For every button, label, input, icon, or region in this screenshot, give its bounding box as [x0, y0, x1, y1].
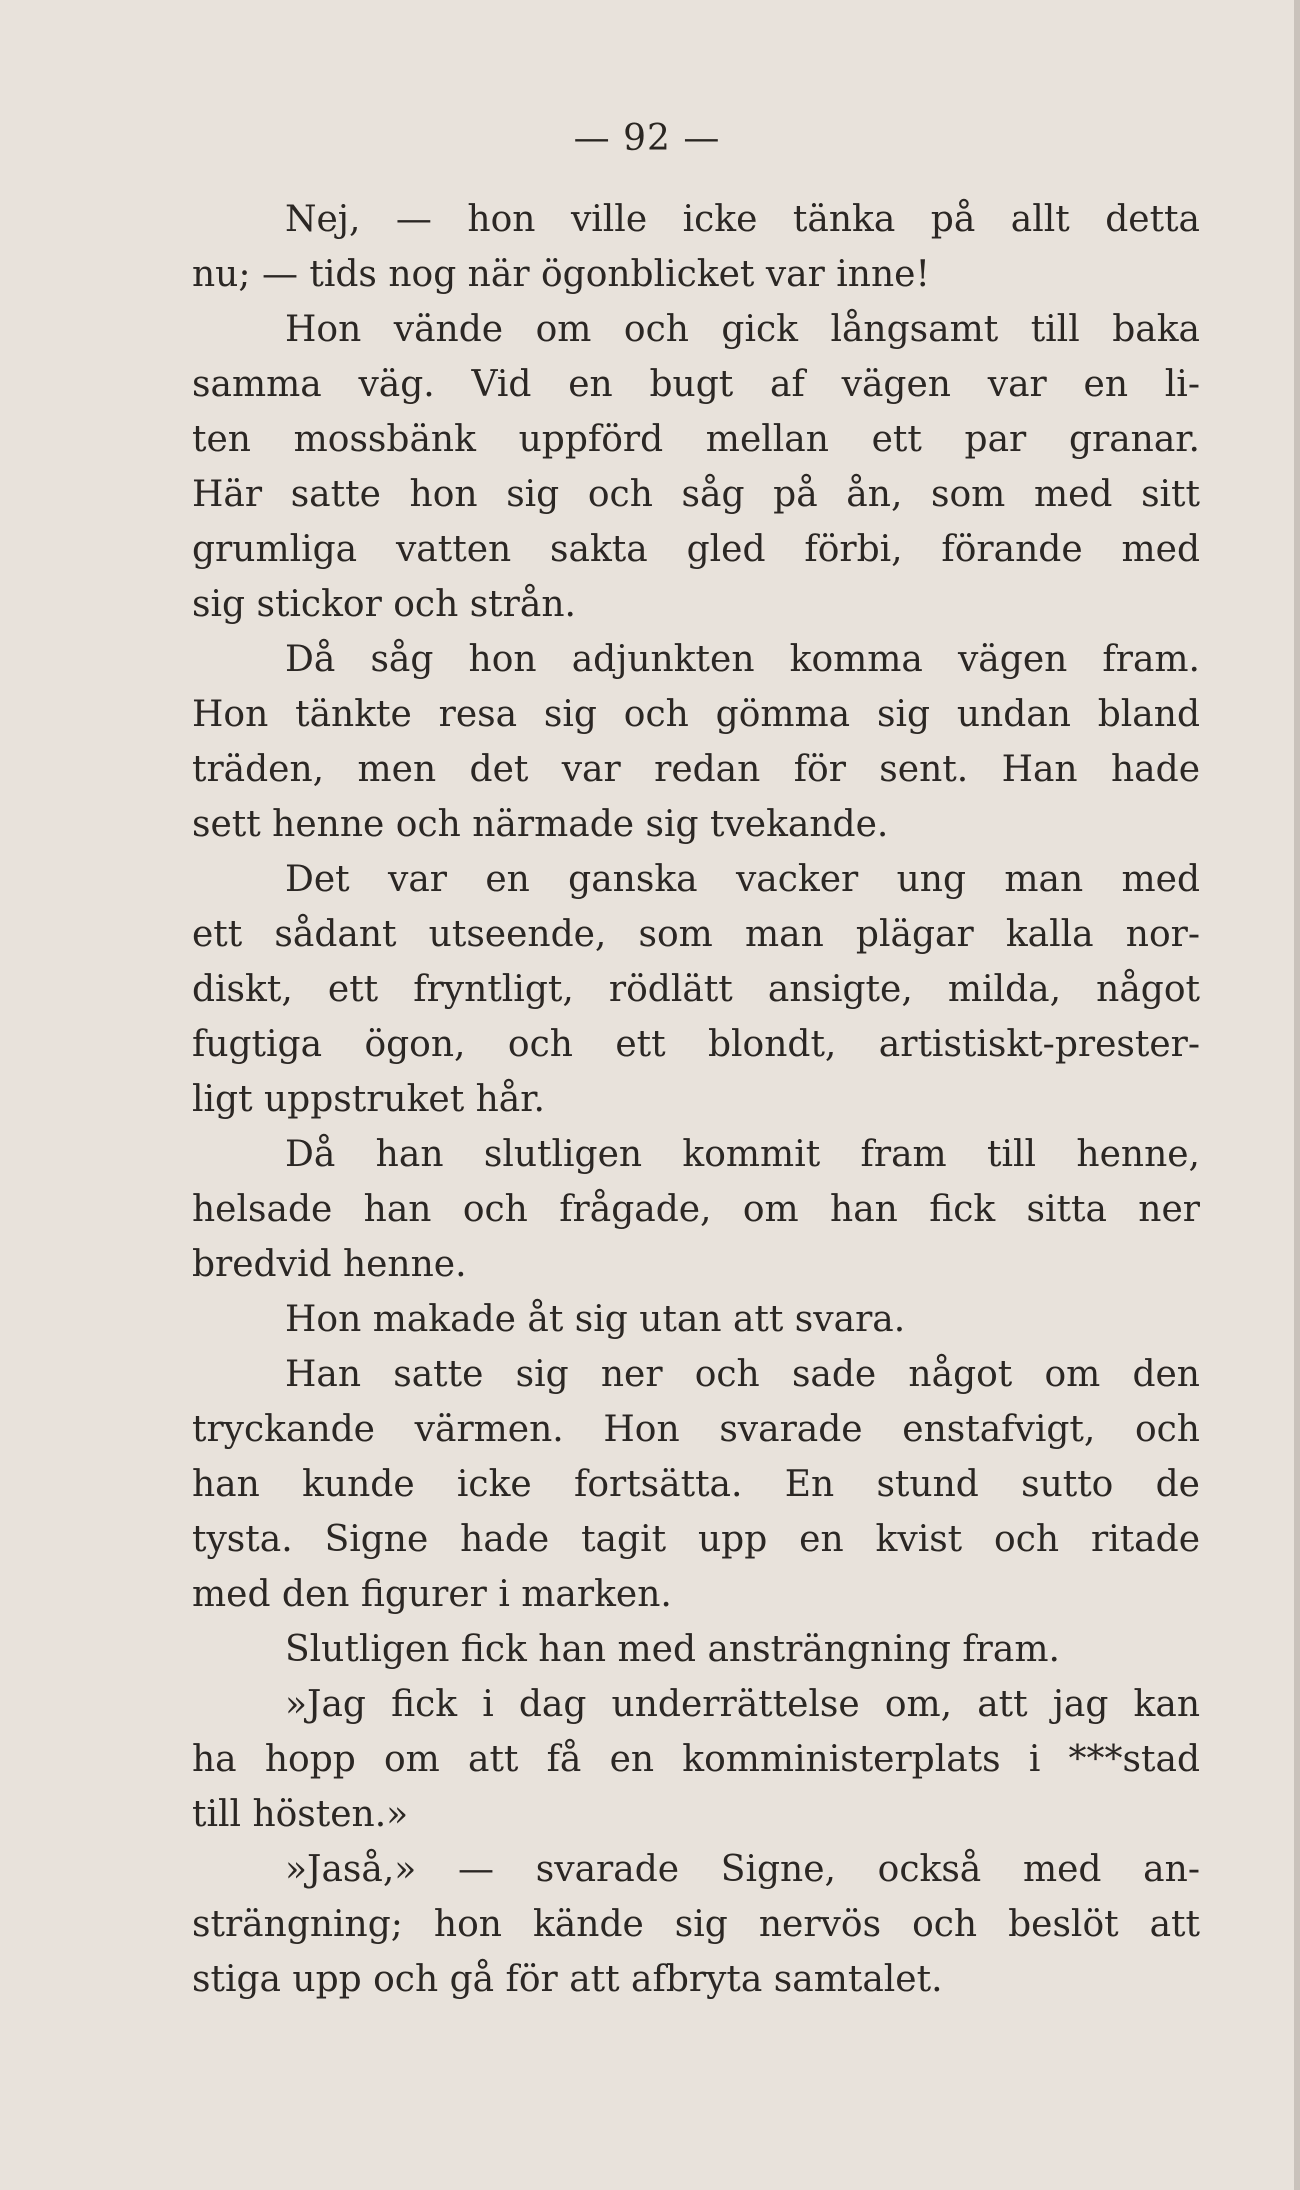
text-line: Hon makade åt sig utan att svara. — [285, 1299, 906, 1340]
text-line: med den figurer i marken. — [192, 1574, 672, 1615]
page-number: — 92 — — [573, 118, 721, 159]
text-line: strängning; hon kände sig nervös och beslöt att — [192, 1904, 1200, 1945]
text-line: Då såg hon adjunkten komma vägen fram. — [285, 639, 1200, 680]
text-line: grumliga vatten sakta gled förbi, förande med — [192, 529, 1200, 570]
text-line: till hösten.» — [192, 1794, 409, 1835]
text-line: »Jaså,» — svarade Signe, också med an- — [285, 1849, 1200, 1890]
text-line: »Jag fick i dag underrättelse om, att jag kan — [285, 1684, 1200, 1725]
text-line: Hon tänkte resa sig och gömma sig undan bland — [192, 694, 1200, 735]
text-line: träden, men det var redan för sent. Han hade — [192, 749, 1200, 790]
text-line: sig stickor och strån. — [192, 584, 576, 625]
text-line: Hon vände om och gick långsamt till baka — [285, 309, 1200, 350]
text-line: Då han slutligen kommit fram till henne, — [285, 1134, 1200, 1175]
text-line: samma väg. Vid en bugt af vägen var en li- — [192, 364, 1200, 405]
text-line: Slutligen fick han med ansträngning fram. — [285, 1629, 1060, 1670]
body-text — [192, 192, 1200, 2007]
text-line: ligt uppstruket hår. — [192, 1079, 545, 1120]
text-line: stiga upp och gå för att afbryta samtalet. — [192, 1959, 943, 2000]
text-line: diskt, ett fryntligt, rödlätt ansigte, milda, något — [192, 969, 1200, 1010]
text-line: helsade han och frågade, om han fick sitta ner — [192, 1189, 1200, 1230]
text-line: Han satte sig ner och sade något om den — [285, 1354, 1200, 1395]
text-line: sett henne och närmade sig tvekande. — [192, 804, 889, 845]
text-line: Nej, — hon ville icke tänka på allt detta — [285, 199, 1200, 240]
text-line: Det var en ganska vacker ung man med — [285, 859, 1200, 900]
text-line: tysta. Signe hade tagit upp en kvist och ritade — [192, 1519, 1200, 1560]
text-line: fugtiga ögon, och ett blondt, artistiskt-prester- — [192, 1024, 1200, 1065]
text-line: han kunde icke fortsätta. En stund sutto de — [192, 1464, 1200, 1505]
text-line: bredvid henne. — [192, 1244, 467, 1285]
text-line: nu; — tids nog när ögonblicket var inne! — [192, 254, 930, 295]
text-line: tryckande värmen. Hon svarade enstafvigt, och — [192, 1409, 1200, 1450]
text-line: ha hopp om att få en komministerplats i ***stad — [192, 1739, 1200, 1780]
text-line: Här satte hon sig och såg på ån, som med sitt — [192, 474, 1200, 515]
text-line: ett sådant utseende, som man plägar kalla nor- — [192, 914, 1200, 955]
text-line: ten mossbänk uppförd mellan ett par granar. — [192, 419, 1200, 460]
